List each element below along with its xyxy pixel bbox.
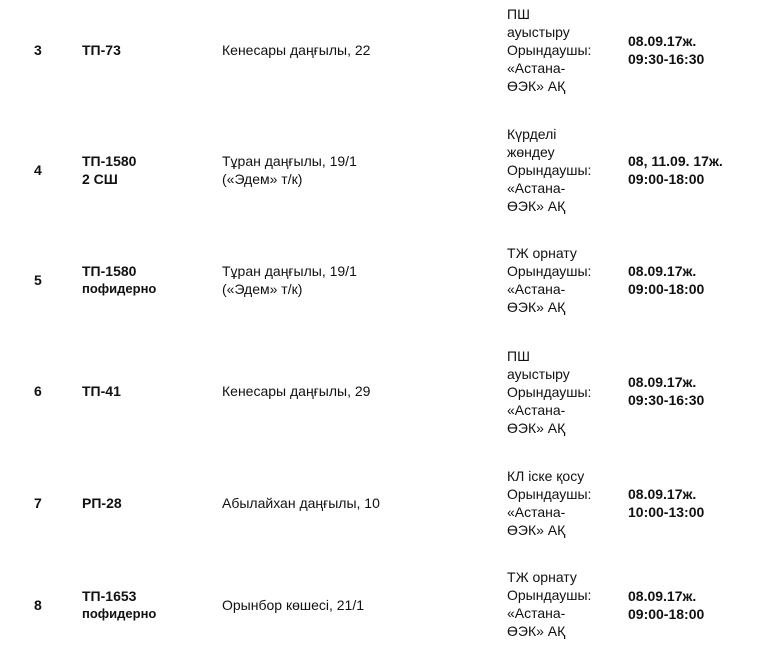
work-description: ТЖ орнату Орындаушы: «Астана- ӨЭК» АҚ bbox=[507, 245, 592, 315]
work-description: ТЖ орнату Орындаушы: «Астана- ӨЭК» АҚ bbox=[507, 569, 592, 639]
substation-code: ТП-73 bbox=[82, 42, 121, 58]
address: Орынбор көшесі, 21/1 bbox=[222, 597, 365, 613]
date-time: 08.09.17ж. 09:00-18:00 bbox=[628, 588, 705, 622]
table-row bbox=[0, 224, 779, 336]
row-number: 3 bbox=[34, 42, 42, 58]
work-description: Күрделі жөндеу Орындаушы: «Астана- ӨЭК» АҚ bbox=[507, 126, 592, 214]
row-number: 6 bbox=[34, 383, 42, 399]
table-row bbox=[0, 336, 779, 440]
row-number: 8 bbox=[34, 597, 42, 613]
row-number: 5 bbox=[34, 272, 42, 288]
date-time: 08.09.17ж. 10:00-13:00 bbox=[628, 486, 705, 520]
address: Абылайхан даңғылы, 10 bbox=[222, 495, 380, 511]
date-time: 08.09.17ж. 09:30-16:30 bbox=[628, 374, 705, 408]
row-number: 7 bbox=[34, 495, 42, 511]
address: Тұран даңғылы, 19/1 («Эдем» т/к) bbox=[222, 153, 357, 187]
row-number: 4 bbox=[34, 162, 42, 178]
substation-code: ТП-1580 пофидерно bbox=[82, 263, 157, 296]
work-description: ПШ ауыстыру Орындаушы: «Астана- ӨЭК» АҚ bbox=[507, 348, 592, 436]
substation-code: ТП-41 bbox=[82, 383, 121, 399]
date-time: 08, 11.09. 17ж. 09:00-18:00 bbox=[628, 153, 723, 187]
substation-code: РП-28 bbox=[82, 495, 122, 511]
address: Кенесары даңғылы, 22 bbox=[222, 42, 371, 58]
date-time: 08.09.17ж. 09:30-16:30 bbox=[628, 33, 705, 67]
work-description: КЛ іске қосу Орындаушы: «Астана- ӨЭК» АҚ bbox=[507, 468, 592, 538]
work-description: ПШ ауыстыру Орындаушы: «Астана- ӨЭК» АҚ bbox=[507, 6, 592, 94]
table-row bbox=[0, 440, 779, 554]
table-row bbox=[0, 0, 779, 100]
address: Тұран даңғылы, 19/1 («Эдем» т/к) bbox=[222, 263, 357, 297]
substation-code: ТП-1653 пофидерно bbox=[82, 588, 157, 621]
table-row bbox=[0, 100, 779, 224]
date-time: 08.09.17ж. 09:00-18:00 bbox=[628, 263, 705, 297]
substation-code: ТП-1580 2 СШ bbox=[82, 153, 137, 187]
address: Кенесары даңғылы, 29 bbox=[222, 383, 371, 399]
table-row bbox=[0, 554, 779, 669]
